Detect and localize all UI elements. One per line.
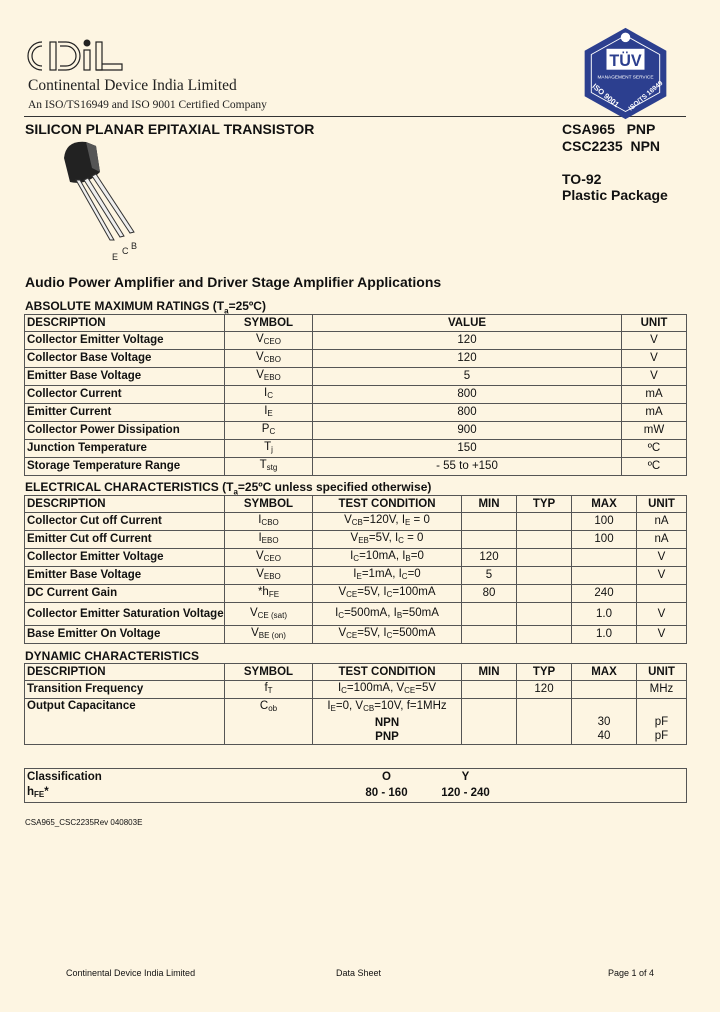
description-cell: Storage Temperature Range bbox=[25, 458, 225, 476]
to92-transistor-drawing bbox=[56, 136, 146, 266]
symbol-cell: $V_{CEO}$ bbox=[225, 332, 313, 350]
symbol-cell: $I_{EBO}$ bbox=[225, 531, 313, 549]
unit-cell: V bbox=[637, 626, 687, 644]
table-header-row bbox=[25, 664, 687, 681]
class-y-range: 120 - 240 bbox=[429, 785, 503, 803]
max-cell: 100 bbox=[572, 531, 637, 549]
footer-company: Continental Device India Limited bbox=[66, 968, 196, 978]
value-cell: 900 bbox=[313, 422, 622, 440]
header-unit: UNIT bbox=[622, 315, 687, 332]
dyn-title: DYNAMIC CHARACTERISTICS bbox=[25, 649, 199, 663]
table-row bbox=[25, 404, 687, 422]
header-min: MIN bbox=[462, 664, 517, 681]
symbol-cell: $V_{CE (sat)}$ bbox=[225, 603, 313, 626]
typ-cell bbox=[517, 513, 572, 531]
description-cell: Collector Cut off Current bbox=[25, 513, 225, 531]
max-cell bbox=[572, 681, 637, 699]
table-row bbox=[25, 440, 687, 458]
description-cell: Collector Power Dissipation bbox=[25, 422, 225, 440]
symbol-cell: $I_E$ bbox=[225, 404, 313, 422]
min-cell bbox=[462, 626, 517, 644]
description-cell: Junction Temperature bbox=[25, 440, 225, 458]
symbol-cell: $V_{EBO}$ bbox=[225, 567, 313, 585]
header-min: MIN bbox=[462, 496, 517, 513]
description-cell: Emitter Current bbox=[25, 404, 225, 422]
unit-cell: MHz bbox=[637, 681, 687, 699]
certification-line: An ISO/TS16949 and ISO 9001 Certified Company bbox=[28, 99, 267, 111]
description-cell: Base Emitter On Voltage bbox=[25, 626, 225, 644]
header-test-condition: TEST CONDITION bbox=[313, 664, 462, 681]
max-cell: 240 bbox=[572, 585, 637, 603]
symbol-cell: $V_{CEO}$ bbox=[225, 549, 313, 567]
header-description: DESCRIPTION bbox=[25, 496, 225, 513]
table-row bbox=[25, 549, 687, 567]
condition-cell: $I_E=0$, $V_{CB}=10V$, f=1MHz NPN PNP bbox=[313, 699, 462, 745]
class-y-label: Y bbox=[429, 769, 503, 786]
unit-cell: mA bbox=[622, 404, 687, 422]
dyn-table bbox=[24, 663, 687, 745]
part-type: NPN bbox=[630, 138, 661, 154]
output-capacitance-row bbox=[25, 699, 687, 745]
min-cell: 120 bbox=[462, 549, 517, 567]
elec-title: ELECTRICAL CHARACTERISTICS ($T_a=25ºC$ unless specified otherwise) bbox=[25, 480, 432, 497]
header-unit: UNIT bbox=[637, 496, 687, 513]
class-o-range: 80 - 160 bbox=[345, 785, 429, 803]
typ-cell bbox=[517, 603, 572, 626]
classification-label: Classification bbox=[25, 769, 345, 786]
value-cell: 120 bbox=[313, 332, 622, 350]
header-symbol: SYMBOL bbox=[225, 496, 313, 513]
abs-max-table bbox=[24, 314, 687, 476]
footer-page-number: Page 1 of 4 bbox=[608, 968, 655, 978]
symbol-cell: $V_{EBO}$ bbox=[225, 368, 313, 386]
symbol-cell: $C_{ob}$ bbox=[225, 699, 313, 745]
condition-cell: $V_{CB}=120V$, $I_E = 0$ bbox=[313, 513, 462, 531]
symbol-cell: $T_j$ bbox=[225, 440, 313, 458]
unit-cell: V bbox=[622, 368, 687, 386]
classification-table bbox=[24, 768, 687, 803]
package-description: Plastic Package bbox=[562, 187, 668, 203]
symbol-cell: $V_{BE (on)}$ bbox=[225, 626, 313, 644]
header-value: VALUE bbox=[313, 315, 622, 332]
description-cell: Emitter Cut off Current bbox=[25, 531, 225, 549]
unit-cell: nA bbox=[637, 531, 687, 549]
unit-cell: mA bbox=[622, 386, 687, 404]
typ-cell bbox=[517, 567, 572, 585]
part-type: PNP bbox=[626, 121, 656, 137]
description-cell: Emitter Base Voltage bbox=[25, 567, 225, 585]
header-typ: TYP bbox=[517, 664, 572, 681]
hfe-label: $h_{FE}*$ bbox=[25, 785, 345, 803]
header-max: MAX bbox=[572, 664, 637, 681]
condition-cell: $V_{CE}=5V$, $I_C=100mA$ bbox=[313, 585, 462, 603]
symbol-cell: $f_T$ bbox=[225, 681, 313, 699]
hfe-row bbox=[25, 785, 687, 803]
footer-doc-type: Data Sheet bbox=[336, 968, 382, 978]
unit-cell: V bbox=[622, 350, 687, 368]
value-cell: 800 bbox=[313, 386, 622, 404]
min-cell bbox=[462, 603, 517, 626]
cdil-logo bbox=[22, 36, 126, 76]
abs-max-title: ABSOLUTE MAXIMUM RATINGS $(T_a=25ºC)$ bbox=[25, 299, 266, 316]
description-cell: Emitter Base Voltage bbox=[25, 368, 225, 386]
table-row bbox=[25, 626, 687, 644]
table-header-row bbox=[25, 496, 687, 513]
table-row bbox=[25, 458, 687, 476]
typ-cell bbox=[517, 699, 572, 745]
table-row bbox=[25, 681, 687, 699]
document-reference: CSA965_CSC2235Rev 040803E bbox=[25, 818, 143, 827]
value-cell: 150 bbox=[313, 440, 622, 458]
table-row bbox=[25, 350, 687, 368]
value-cell: 800 bbox=[313, 404, 622, 422]
description-cell: Collector Emitter Voltage bbox=[25, 549, 225, 567]
pin-c-label: C bbox=[122, 246, 129, 256]
value-cell: - 55 to +150 bbox=[313, 458, 622, 476]
max-cell: 30 40 bbox=[572, 699, 637, 745]
value-cell: 120 bbox=[313, 350, 622, 368]
unit-cell: mW bbox=[622, 422, 687, 440]
unit-cell: nA bbox=[637, 513, 687, 531]
typ-cell bbox=[517, 626, 572, 644]
class-o-label: O bbox=[345, 769, 429, 786]
min-cell: 80 bbox=[462, 585, 517, 603]
company-name: Continental Device India Limited bbox=[28, 77, 237, 94]
unit-cell: ºC bbox=[622, 440, 687, 458]
typ-cell bbox=[517, 531, 572, 549]
table-row bbox=[25, 513, 687, 531]
unit-cell: V bbox=[622, 332, 687, 350]
value-cell: 5 bbox=[313, 368, 622, 386]
header-symbol: SYMBOL bbox=[225, 664, 313, 681]
condition-cell: $V_{CE}=5V$, $I_C=500mA$ bbox=[313, 626, 462, 644]
header-description: DESCRIPTION bbox=[25, 664, 225, 681]
pin-e-label: E bbox=[112, 252, 119, 262]
part-number: CSC2235 bbox=[562, 138, 623, 154]
application-heading: Audio Power Amplifier and Driver Stage Amplifier Applications bbox=[25, 274, 442, 290]
table-row bbox=[25, 422, 687, 440]
table-row bbox=[25, 332, 687, 350]
table-row bbox=[25, 603, 687, 626]
classification-row bbox=[25, 769, 687, 786]
table-row bbox=[25, 585, 687, 603]
unit-cell: V bbox=[637, 603, 687, 626]
description-cell: Output Capacitance bbox=[25, 699, 225, 745]
symbol-cell: $I_C$ bbox=[225, 386, 313, 404]
min-cell bbox=[462, 681, 517, 699]
description-cell: Transition Frequency bbox=[25, 681, 225, 699]
pin-b-label: B bbox=[131, 241, 138, 251]
description-cell: Collector Current bbox=[25, 386, 225, 404]
condition-cell: $I_C=100mA$, $V_{CE}=5V$ bbox=[313, 681, 462, 699]
typ-cell bbox=[517, 585, 572, 603]
header-symbol: SYMBOL bbox=[225, 315, 313, 332]
header-typ: TYP bbox=[517, 496, 572, 513]
description-cell: Collector Emitter Saturation Voltage bbox=[25, 603, 225, 626]
unit-cell: pF pF bbox=[637, 699, 687, 745]
unit-cell: V bbox=[637, 549, 687, 567]
description-cell: Collector Emitter Voltage bbox=[25, 332, 225, 350]
package-name: TO-92 bbox=[562, 171, 602, 187]
min-cell bbox=[462, 699, 517, 745]
min-cell bbox=[462, 531, 517, 549]
document-title: SILICON PLANAR EPITAXIAL TRANSISTOR bbox=[25, 121, 315, 137]
min-cell bbox=[462, 513, 517, 531]
symbol-cell: $I_{CBO}$ bbox=[225, 513, 313, 531]
svg-text:ISO 9001: ISO 9001 bbox=[590, 81, 621, 110]
table-row bbox=[25, 386, 687, 404]
condition-cell: $I_E=1mA$, $I_C=0$ bbox=[313, 567, 462, 585]
max-cell: 100 bbox=[572, 513, 637, 531]
table-row bbox=[25, 531, 687, 549]
typ-cell: 120 bbox=[517, 681, 572, 699]
symbol-cell: $V_{CBO}$ bbox=[225, 350, 313, 368]
symbol-cell: $*h_{FE}$ bbox=[225, 585, 313, 603]
header-unit: UNIT bbox=[637, 664, 687, 681]
unit-cell bbox=[637, 585, 687, 603]
min-cell: 5 bbox=[462, 567, 517, 585]
svg-text:TÜV: TÜV bbox=[609, 51, 642, 70]
condition-cell: $I_C=10mA$, $I_B=0$ bbox=[313, 549, 462, 567]
description-cell: DC Current Gain bbox=[25, 585, 225, 603]
header-max: MAX bbox=[572, 496, 637, 513]
condition-cell: $I_C=500mA$, $I_B=50mA$ bbox=[313, 603, 462, 626]
part-number: CSA965 bbox=[562, 121, 615, 137]
table-row bbox=[25, 567, 687, 585]
header-description: DESCRIPTION bbox=[25, 315, 225, 332]
max-cell bbox=[572, 549, 637, 567]
svg-text:ISO/TS 16949: ISO/TS 16949 bbox=[627, 79, 665, 113]
part-csc2235 bbox=[562, 138, 660, 154]
condition-cell: $V_{EB}=5V$, $I_C = 0$ bbox=[313, 531, 462, 549]
max-cell bbox=[572, 567, 637, 585]
elec-table bbox=[24, 495, 687, 644]
unit-cell: V bbox=[637, 567, 687, 585]
typ-cell bbox=[517, 549, 572, 567]
max-cell: 1.0 bbox=[572, 603, 637, 626]
table-header-row bbox=[25, 315, 687, 332]
symbol-cell: $T_{stg}$ bbox=[225, 458, 313, 476]
max-cell: 1.0 bbox=[572, 626, 637, 644]
tuv-certification-seal bbox=[578, 26, 673, 121]
description-cell: Collector Base Voltage bbox=[25, 350, 225, 368]
unit-cell: ºC bbox=[622, 458, 687, 476]
table-row bbox=[25, 368, 687, 386]
header-test-condition: TEST CONDITION bbox=[313, 496, 462, 513]
symbol-cell: $P_C$ bbox=[225, 422, 313, 440]
svg-text:MANAGEMENT SERVICE: MANAGEMENT SERVICE bbox=[597, 75, 654, 81]
part-csa965 bbox=[562, 121, 655, 137]
